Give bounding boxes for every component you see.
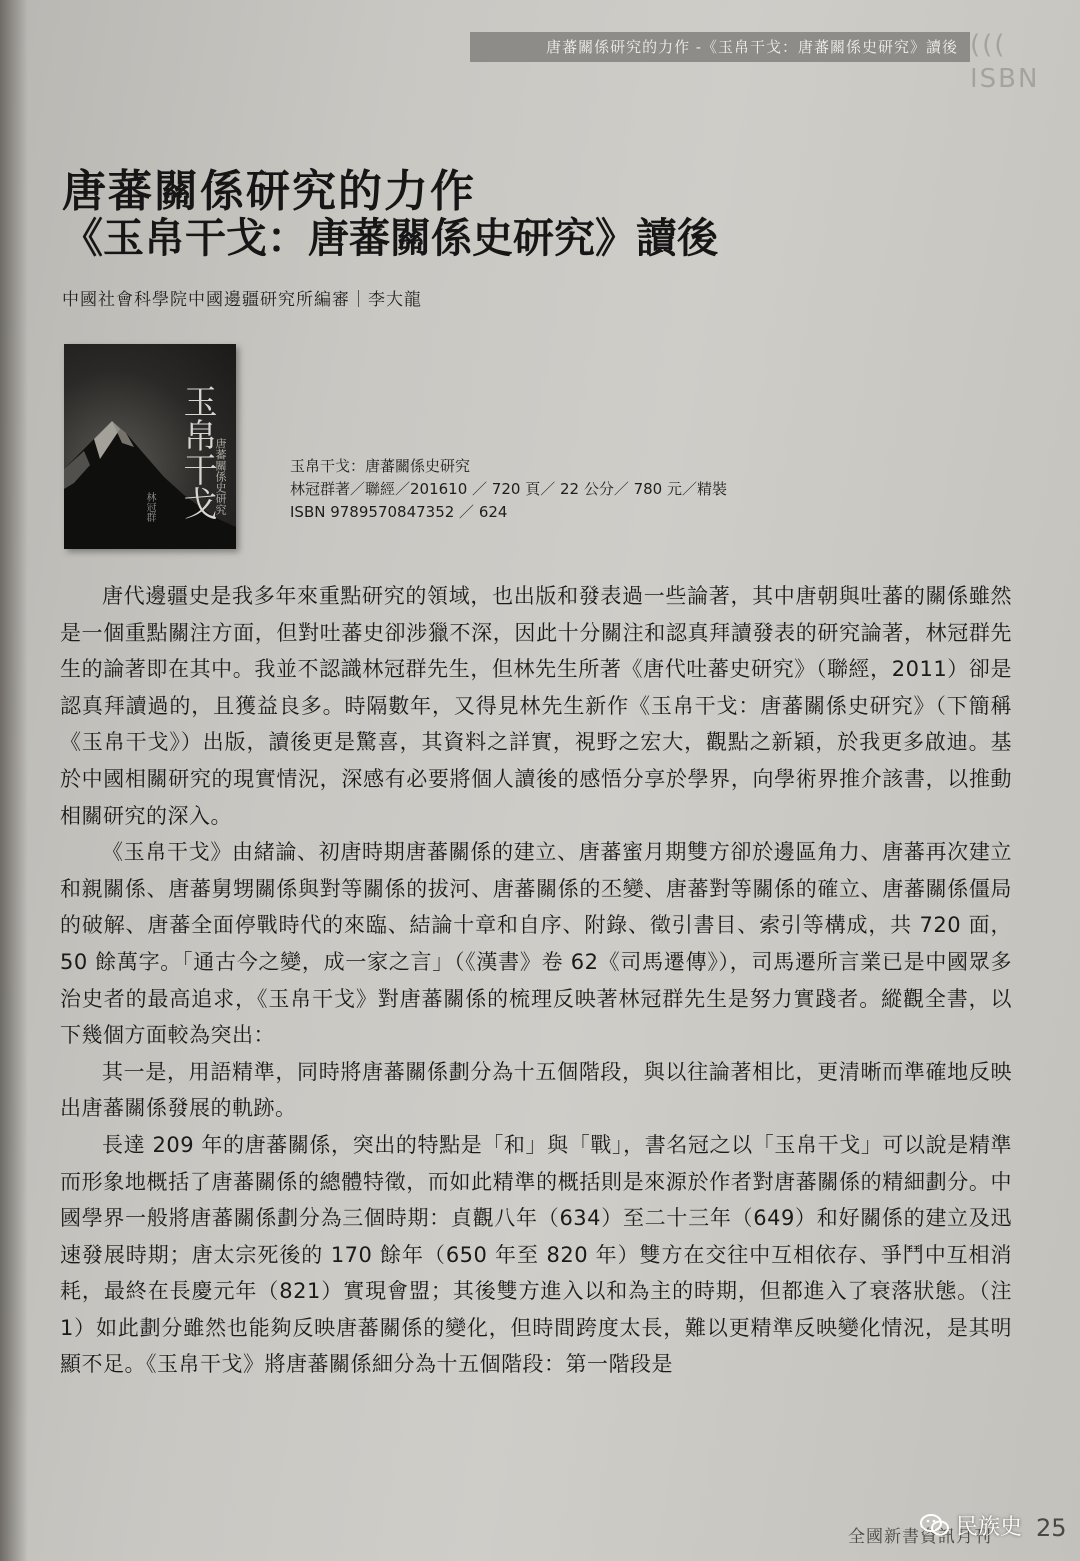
paragraph-1: 唐代邊疆史是我多年來重點研究的領域，也出版和發表過一些論著，其中唐朝與吐蕃的關係雖然是一個重點關注方面，但對吐蕃史卻涉獵不深，因此十分關注和認真拜讀發表的研究論著，林冠群先生的論著即在其中。我並不認識林冠群先生，但林先生所著《唐代吐蕃史研究》（聯經，2011）卻是認真拜讀過的，且獲益良多。時隔數年，又得見林先生新作《玉帛干戈：唐蕃關係史研究》（下簡稱《玉帛干戈》）出版，讀後更是驚喜，其資料之詳實，視野之宏大，觀點之新穎，於我更多啟迪。基於中國相關研究的現實情況，深感有必要將個人讀後的感悟分享於學界，向學術界推介該書，以推動相關研究的深入。	[60, 584, 1012, 828]
paragraph-2: 《玉帛干戈》由緒論、初唐時期唐蕃關係的建立、唐蕃蜜月期雙方卻於邊區角力、唐蕃再次建立和親關係、唐蕃舅甥關係與對等關係的拔河、唐蕃關係的丕變、唐蕃對等關係的確立、唐蕃關係僵局的破解、唐蕃全面停戰時代的來臨、結論十章和自序、附錄、徵引書目、索引等構成，共 720 面，50 餘萬字。「通古今之變，成一家之言」（《漢書》卷 62《司馬遷傳》），司馬遷所言業已是中國眾多治史者的最高追求，《玉帛干戈》對唐蕃關係的梳理反映著林冠群先生是努力實踐者。縱觀全書，以下幾個方面較為突出：	[60, 840, 1012, 1048]
watermark-label: 民族史	[956, 1514, 1023, 1540]
paragraph-3: 其一是，用語精準，同時將唐蕃關係劃分為十五個階段，與以往論著相比，更清晰而準確地反映出唐蕃關係發展的軌跡。	[60, 1059, 1012, 1121]
book-cover-image	[64, 344, 236, 549]
article-byline: 中國社會科學院中國邊疆研究所編審｜李大龍	[62, 290, 422, 310]
article-title: 唐蕃關係研究的力作	[62, 166, 476, 217]
book-info-title: 玉帛干戈：唐蕃關係史研究	[290, 457, 471, 475]
page-number: 25	[1036, 1514, 1067, 1542]
book-info	[290, 455, 727, 524]
book-info-publication: 林冠群著／聯經／201610 ／ 720 頁／ 22 公分／ 780 元／精裝	[290, 480, 727, 498]
magazine-name: 全國新書資訊月刊	[848, 1527, 992, 1547]
article-subtitle: 《玉帛干戈：唐蕃關係史研究》讀後	[62, 214, 718, 262]
running-header: 唐蕃關係研究的力作 -《玉帛干戈：唐蕃關係史研究》讀後	[470, 32, 970, 62]
article-body	[60, 578, 1012, 1383]
wechat-icon	[920, 1513, 950, 1537]
header-decoration: ((( ISBN	[970, 30, 1040, 94]
cover-title: 玉帛干戈	[177, 384, 217, 520]
cover-subtitle: 唐蕃關係史研究	[214, 438, 227, 515]
wechat-watermark	[920, 1510, 1022, 1540]
page-gutter-shadow	[0, 0, 28, 1561]
book-info-isbn: ISBN 9789570847352 ／ 624	[290, 503, 508, 521]
cover-author: 林冠群	[144, 492, 155, 522]
paragraph-4: 長達 209 年的唐蕃關係，突出的特點是「和」與「戰」，書名冠之以「玉帛干戈」可以說是精準而形象地概括了唐蕃關係的總體特徵，而如此精準的概括則是來源於作者對唐蕃關係的精細劃分。中國學界一般將唐蕃關係劃分為三個時期：貞觀八年（634）至二十三年（649）和好關係的建立及迅速發展時期；唐太宗死後的 170 餘年（650 年至 820 年）雙方在交往中互相依存、爭鬥中互相消耗，最終在長慶元年（821）實現會盟；其後雙方進入以和為主的時期，但都進入了衰落狀態。（注 1）如此劃分雖然也能夠反映唐蕃關係的變化，但時間跨度太長，難以更精準反映變化情況，是其明顯不足。《玉帛干戈》將唐蕃關係細分為十五個階段：第一階段是	[60, 1132, 1012, 1377]
